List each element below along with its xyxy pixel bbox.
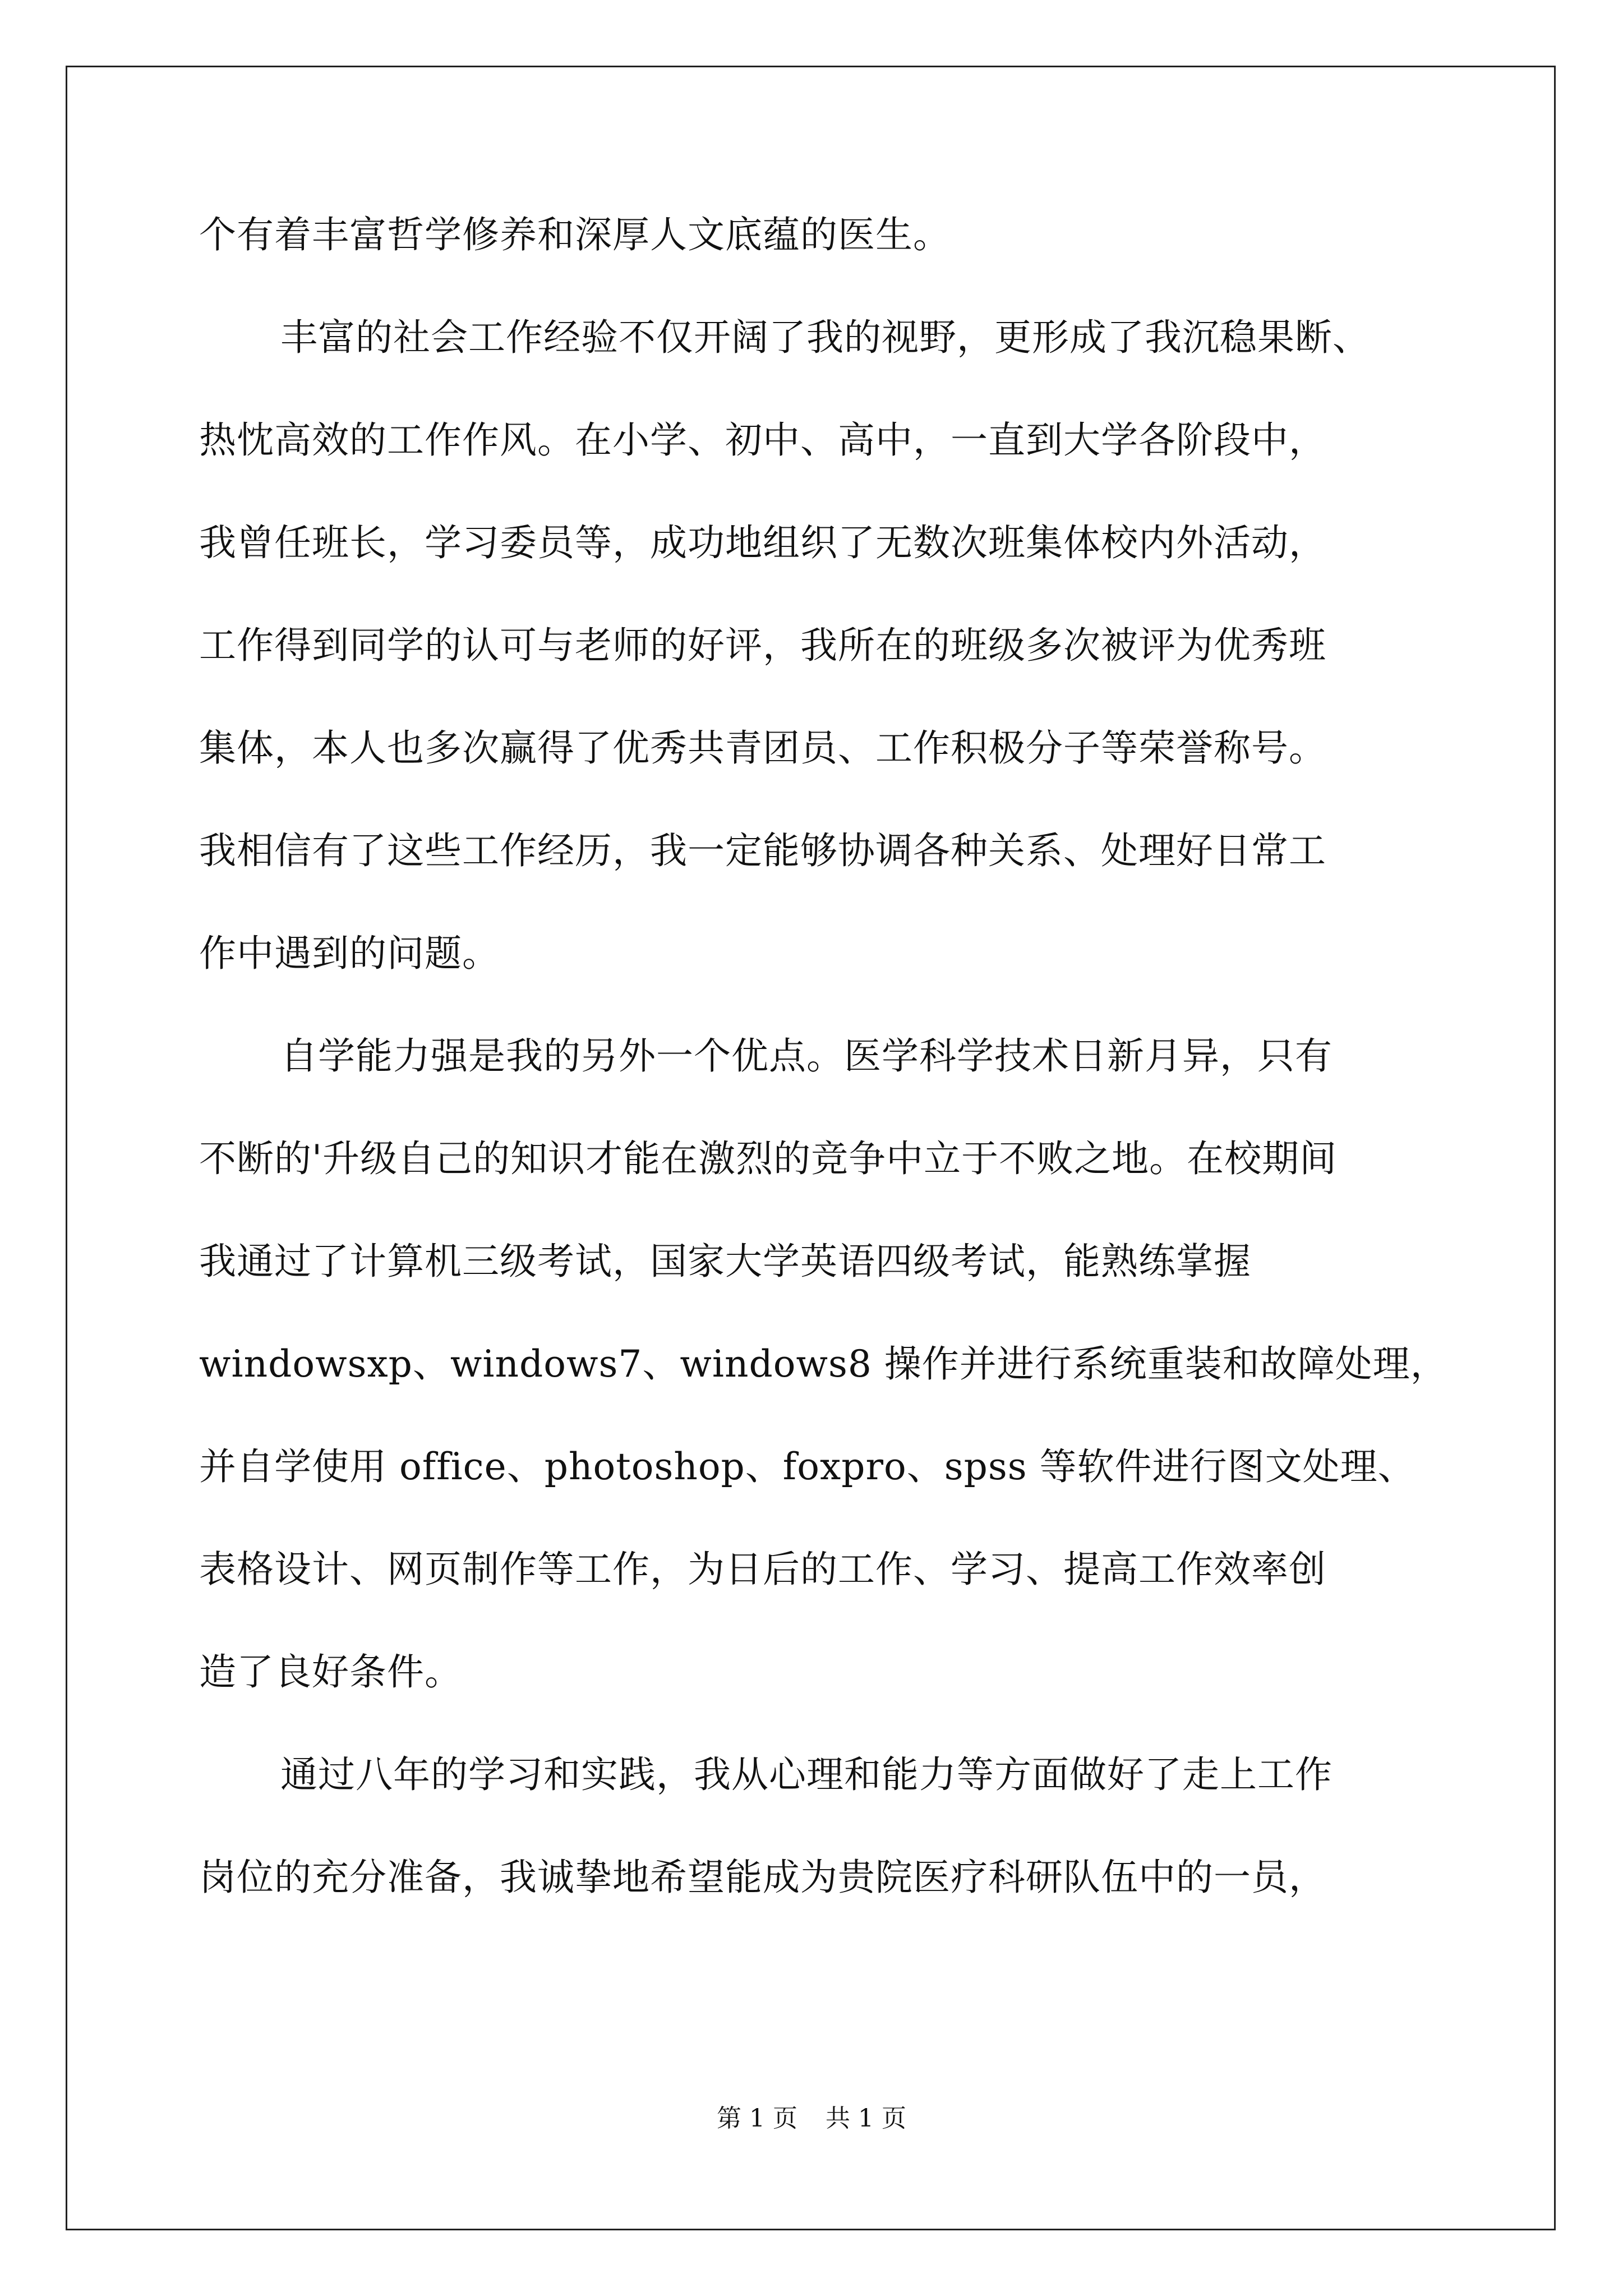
- text-line-1: 个有着丰富哲学修养和深厚人文底蕴的医生。: [199, 213, 951, 256]
- text-line-7: 我相信有了这些工作经历，我一定能够协调各种关系、处理好日常工: [199, 829, 1326, 872]
- text-line-11: 我通过了计算机三级考试，国家大学英语四级考试，能熟练掌握: [199, 1240, 1251, 1283]
- text-line-16: 通过八年的学习和实践，我从心理和能力等方面做好了走上工作: [280, 1753, 1332, 1796]
- text-line-8: 作中遇到的问题。: [199, 932, 500, 975]
- text-line-2: 丰富的社会工作经验不仅开阔了我的视野，更形成了我沉稳果断、: [280, 316, 1370, 359]
- text-line-14: 表格设计、网页制作等工作，为日后的工作、学习、提高工作效率创: [199, 1548, 1326, 1591]
- text-line-10: 不断的'升级自己的知识才能在激烈的竞争中立于不败之地。在校期间: [199, 1137, 1338, 1180]
- text-line-5: 工作得到同学的认可与老师的好评，我所在的班级多次被评为优秀班: [199, 624, 1326, 667]
- text-line-17: 岗位的充分准备，我诚挚地希望能成为贵院医疗科研队伍中的一员，: [199, 1856, 1326, 1899]
- document-body: [199, 213, 1455, 1962]
- page-footer: [0, 2098, 1623, 2134]
- text-line-13: 并自学使用 office、photoshop、foxpro、spss 等软件进行图文处理、: [199, 1445, 1415, 1488]
- text-line-12: windowsxp、windows7、windows8 操作并进行系统重装和故障处理，: [199, 1342, 1448, 1386]
- page-number-current: 第 1 页: [717, 2104, 797, 2133]
- text-line-9: 自学能力强是我的另外一个优点。医学科学技术日新月异，只有: [280, 1034, 1332, 1078]
- text-line-6: 集体，本人也多次赢得了优秀共青团员、工作积极分子等荣誉称号。: [199, 726, 1326, 770]
- text-line-4: 我曾任班长，学习委员等，成功地组织了无数次班集体校内外活动，: [199, 521, 1326, 564]
- page-number-total: 共 1 页: [826, 2104, 906, 2133]
- text-line-3: 热忱高效的工作作风。在小学、初中、高中，一直到大学各阶段中，: [199, 418, 1326, 462]
- text-line-15: 造了良好条件。: [199, 1650, 462, 1694]
